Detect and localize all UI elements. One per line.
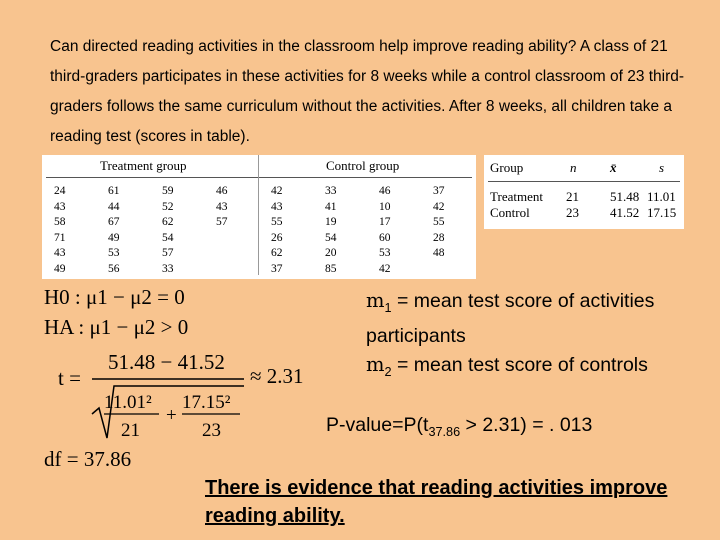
table-rule: [46, 177, 472, 178]
hypotheses: [44, 282, 188, 342]
control-score-cell: 43: [271, 200, 283, 213]
treatment-score-cell: 53: [108, 247, 120, 259]
treatment-score-cell: 52: [162, 200, 174, 213]
summary-row-treatment-mean: 51.48: [610, 189, 640, 204]
alternative-hypothesis: HA : μ1 − μ2 > 0: [44, 315, 189, 339]
plus-sign: +: [166, 405, 177, 426]
treatment-score-cell: 57: [162, 247, 174, 259]
summary-rule: [488, 181, 680, 182]
control-score-cell: 20: [325, 247, 337, 259]
treatment-score-cell: 58: [54, 216, 66, 228]
p-value-suffix: > 2.31) = . 013: [460, 414, 593, 436]
treatment-score-cell: 59: [162, 185, 174, 197]
summary-header-sd: s: [659, 160, 665, 175]
mu2-definition: [366, 351, 696, 386]
summary-row-control-n: 23: [566, 205, 579, 220]
treatment-score-cell: 43: [54, 247, 66, 259]
p-value: [326, 414, 592, 439]
control-score-cell: 37: [433, 185, 445, 197]
term2-numerator: 17.15²: [182, 392, 231, 413]
term1-numerator: 11.01²: [104, 392, 152, 413]
treatment-score-cell: 67: [108, 216, 120, 228]
summary-row-treatment-sd: 11.01: [647, 189, 676, 204]
control-group-header: Control group: [326, 158, 400, 173]
conclusion: There is evidence that reading activities improve reading ability.: [205, 477, 668, 527]
summary-header-group: Group: [490, 160, 524, 175]
mu2-text: = mean test score of controls: [391, 353, 648, 376]
t-numerator: 51.48 − 41.52: [108, 350, 225, 374]
p-value-prefix: P-value=P(t: [326, 414, 429, 436]
problem-statement: Can directed reading activities in the classroom help improve reading ability? A class of 21 third-graders participates in these activities for 8 weeks while a control classroom of 23 third-graders follows the same curriculum without the activities. After 8 weeks, all children take a reading test (scores in table).: [50, 38, 685, 145]
summary-row-control-mean: 41.52: [610, 205, 640, 220]
control-score-cell: 48: [433, 247, 445, 259]
treatment-score-cell: 49: [108, 231, 120, 244]
control-score-cell: 37: [271, 262, 283, 275]
treatment-score-cell: 71: [54, 231, 66, 244]
control-score-cell: 17: [379, 216, 391, 228]
treatment-score-cell: 49: [54, 262, 66, 275]
control-score-cell: 55: [271, 216, 283, 228]
control-score-cell: 41: [325, 200, 337, 213]
control-score-cell: 62: [271, 247, 283, 259]
treatment-score-cell: 24: [54, 185, 66, 197]
control-score-cell: 42: [433, 200, 445, 213]
treatment-score-cell: 43: [54, 200, 66, 213]
table-divider: [258, 155, 259, 275]
mu1-subscript: 1: [384, 300, 392, 315]
mu-symbol: m: [366, 289, 385, 312]
summary-header-mean: x̄: [610, 160, 617, 175]
treatment-score-cell: 54: [162, 231, 174, 244]
summary-row-control-sd: 17.15: [647, 205, 677, 220]
control-score-cell: 19: [325, 216, 337, 228]
mu-symbol: m: [366, 352, 385, 376]
treatment-score-cell: 57: [216, 216, 228, 228]
control-score-cell: 54: [325, 231, 337, 244]
control-score-cell: 10: [379, 200, 391, 213]
t-label: t =: [58, 366, 81, 390]
mu1-text: = mean test score of activities participants: [366, 290, 655, 348]
parameter-definitions: [366, 287, 696, 386]
t-statistic-formula: [44, 342, 344, 442]
summary-row-control-group: Control: [490, 205, 530, 220]
control-score-cell: 42: [379, 262, 391, 275]
null-hypothesis: H0 : μ1 − μ2 = 0: [44, 285, 185, 309]
treatment-score-cell: 56: [108, 262, 120, 275]
control-score-cell: 60: [379, 231, 391, 244]
t-result: ≈ 2.31: [250, 364, 304, 388]
term2-denominator: 23: [202, 420, 221, 441]
control-score-cell: 53: [379, 247, 391, 259]
t-statistic-svg: [44, 342, 344, 442]
summary-row-treatment-group: Treatment: [490, 189, 543, 204]
treatment-score-cell: 62: [162, 216, 174, 228]
treatment-score-cell: 61: [108, 185, 120, 197]
summary-header-n: n: [570, 160, 577, 175]
control-score-cell: 33: [325, 185, 337, 197]
control-score-cell: 46: [379, 185, 391, 197]
control-score-cell: 55: [433, 216, 445, 228]
summary-table: [484, 155, 684, 229]
p-value-df: 37.86: [428, 424, 461, 439]
mu1-definition: [366, 287, 696, 351]
treatment-score-cell: 33: [162, 262, 174, 275]
degrees-of-freedom: df = 37.86: [44, 447, 132, 471]
treatment-group-header: Treatment group: [100, 158, 187, 173]
control-score-cell: 85: [325, 262, 337, 275]
summary-row-treatment-n: 21: [566, 189, 579, 204]
control-score-cell: 26: [271, 231, 283, 244]
scores-table: [42, 155, 476, 279]
control-score-cell: 42: [271, 185, 283, 197]
treatment-score-cell: 46: [216, 185, 228, 197]
mu2-subscript: 2: [384, 364, 392, 379]
term1-denominator: 21: [121, 420, 140, 441]
treatment-score-cell: 44: [108, 200, 120, 213]
control-score-cell: 28: [433, 231, 445, 244]
treatment-score-cell: 43: [216, 200, 228, 213]
